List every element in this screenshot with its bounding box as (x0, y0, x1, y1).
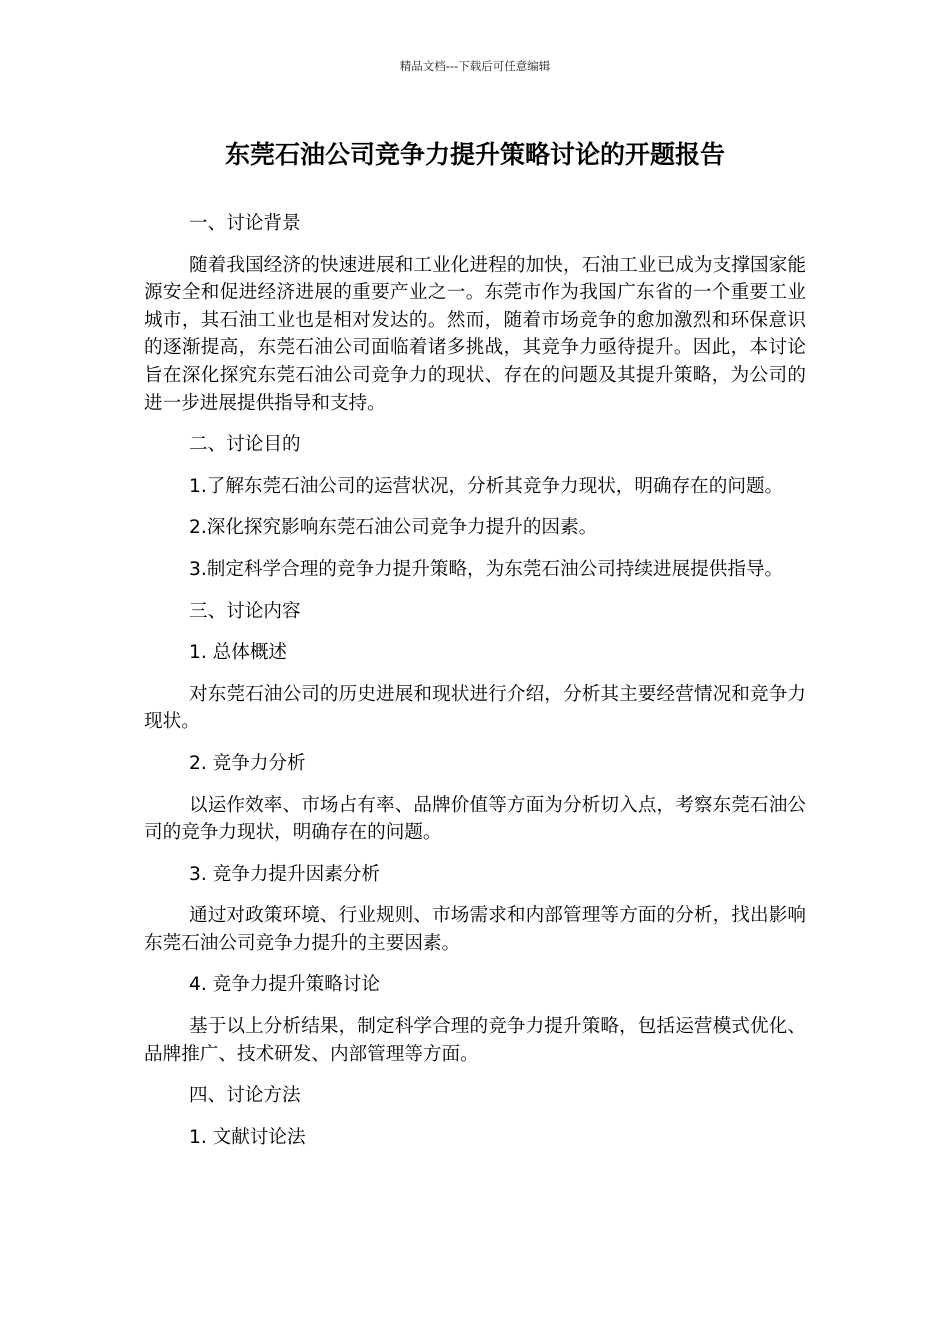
content-paragraph-1: 对东莞石油公司的历史进展和现状进行介绍，分析其主要经营情况和竞争力现状。 (144, 683, 806, 733)
content-paragraph-4: 基于以上分析结果，制定科学合理的竞争力提升策略，包括运营模式优化、品牌推广、技术研发、内部管理等方面。 (144, 1016, 806, 1065)
content-paragraph-3: 通过对政策环境、行业规则、市场需求和内部管理等方面的分析，找出影响东莞石油公司竞争力提升的主要因素。 (144, 905, 806, 954)
content-subheading-1: 1. 总体概述 (189, 642, 288, 664)
purpose-item-1: 1.了解东莞石油公司的运营状况，分析其竞争力现状，明确存在的问题。 (189, 475, 784, 497)
methods-subheading-1: 1. 文献讨论法 (189, 1126, 306, 1148)
section-heading-methods: 四、讨论方法 (189, 1085, 301, 1107)
document-body (144, 210, 806, 1165)
header-note: 精品文档---下载后可任意编辑 (399, 59, 551, 73)
section-heading-content: 三、讨论内容 (189, 600, 301, 622)
paragraph-background: 随着我国经济的快速进展和工业化进程的加快，石油工业已成为支撑国家能源安全和促进经济进展的重要产业之一。东莞市作为我国广东省的一个重要工业城市，其石油工业也是相对发达的。然而，随着市场竞争的愈加激烈和环保意识的逐渐提高，东莞石油公司面临着诸多挑战，其竞争力亟待提升。因此，本讨论旨在深化探究东莞石油公司竞争力的现状、存在的问题及其提升策略，为公司的进一步进展提供指导和支持。 (144, 254, 806, 414)
content-subheading-3: 3. 竞争力提升因素分析 (189, 863, 380, 885)
purpose-item-2: 2.深化探究影响东莞石油公司竞争力提升的因素。 (189, 517, 598, 539)
section-heading-purpose: 二、讨论目的 (189, 434, 301, 456)
content-subheading-2: 2. 竞争力分析 (189, 752, 306, 774)
document-title: 东莞石油公司竞争力提升策略讨论的开题报告 (224, 140, 725, 169)
content-subheading-4: 4. 竞争力提升策略讨论 (189, 974, 380, 996)
purpose-item-3: 3.制定科学合理的竞争力提升策略，为东莞石油公司持续进展提供指导。 (189, 558, 784, 580)
content-paragraph-2: 以运作效率、市场占有率、品牌价值等方面为分析切入点，考察东莞石油公司的竞争力现状，明确存在的问题。 (144, 794, 806, 844)
section-heading-background: 一、讨论背景 (189, 213, 301, 234)
